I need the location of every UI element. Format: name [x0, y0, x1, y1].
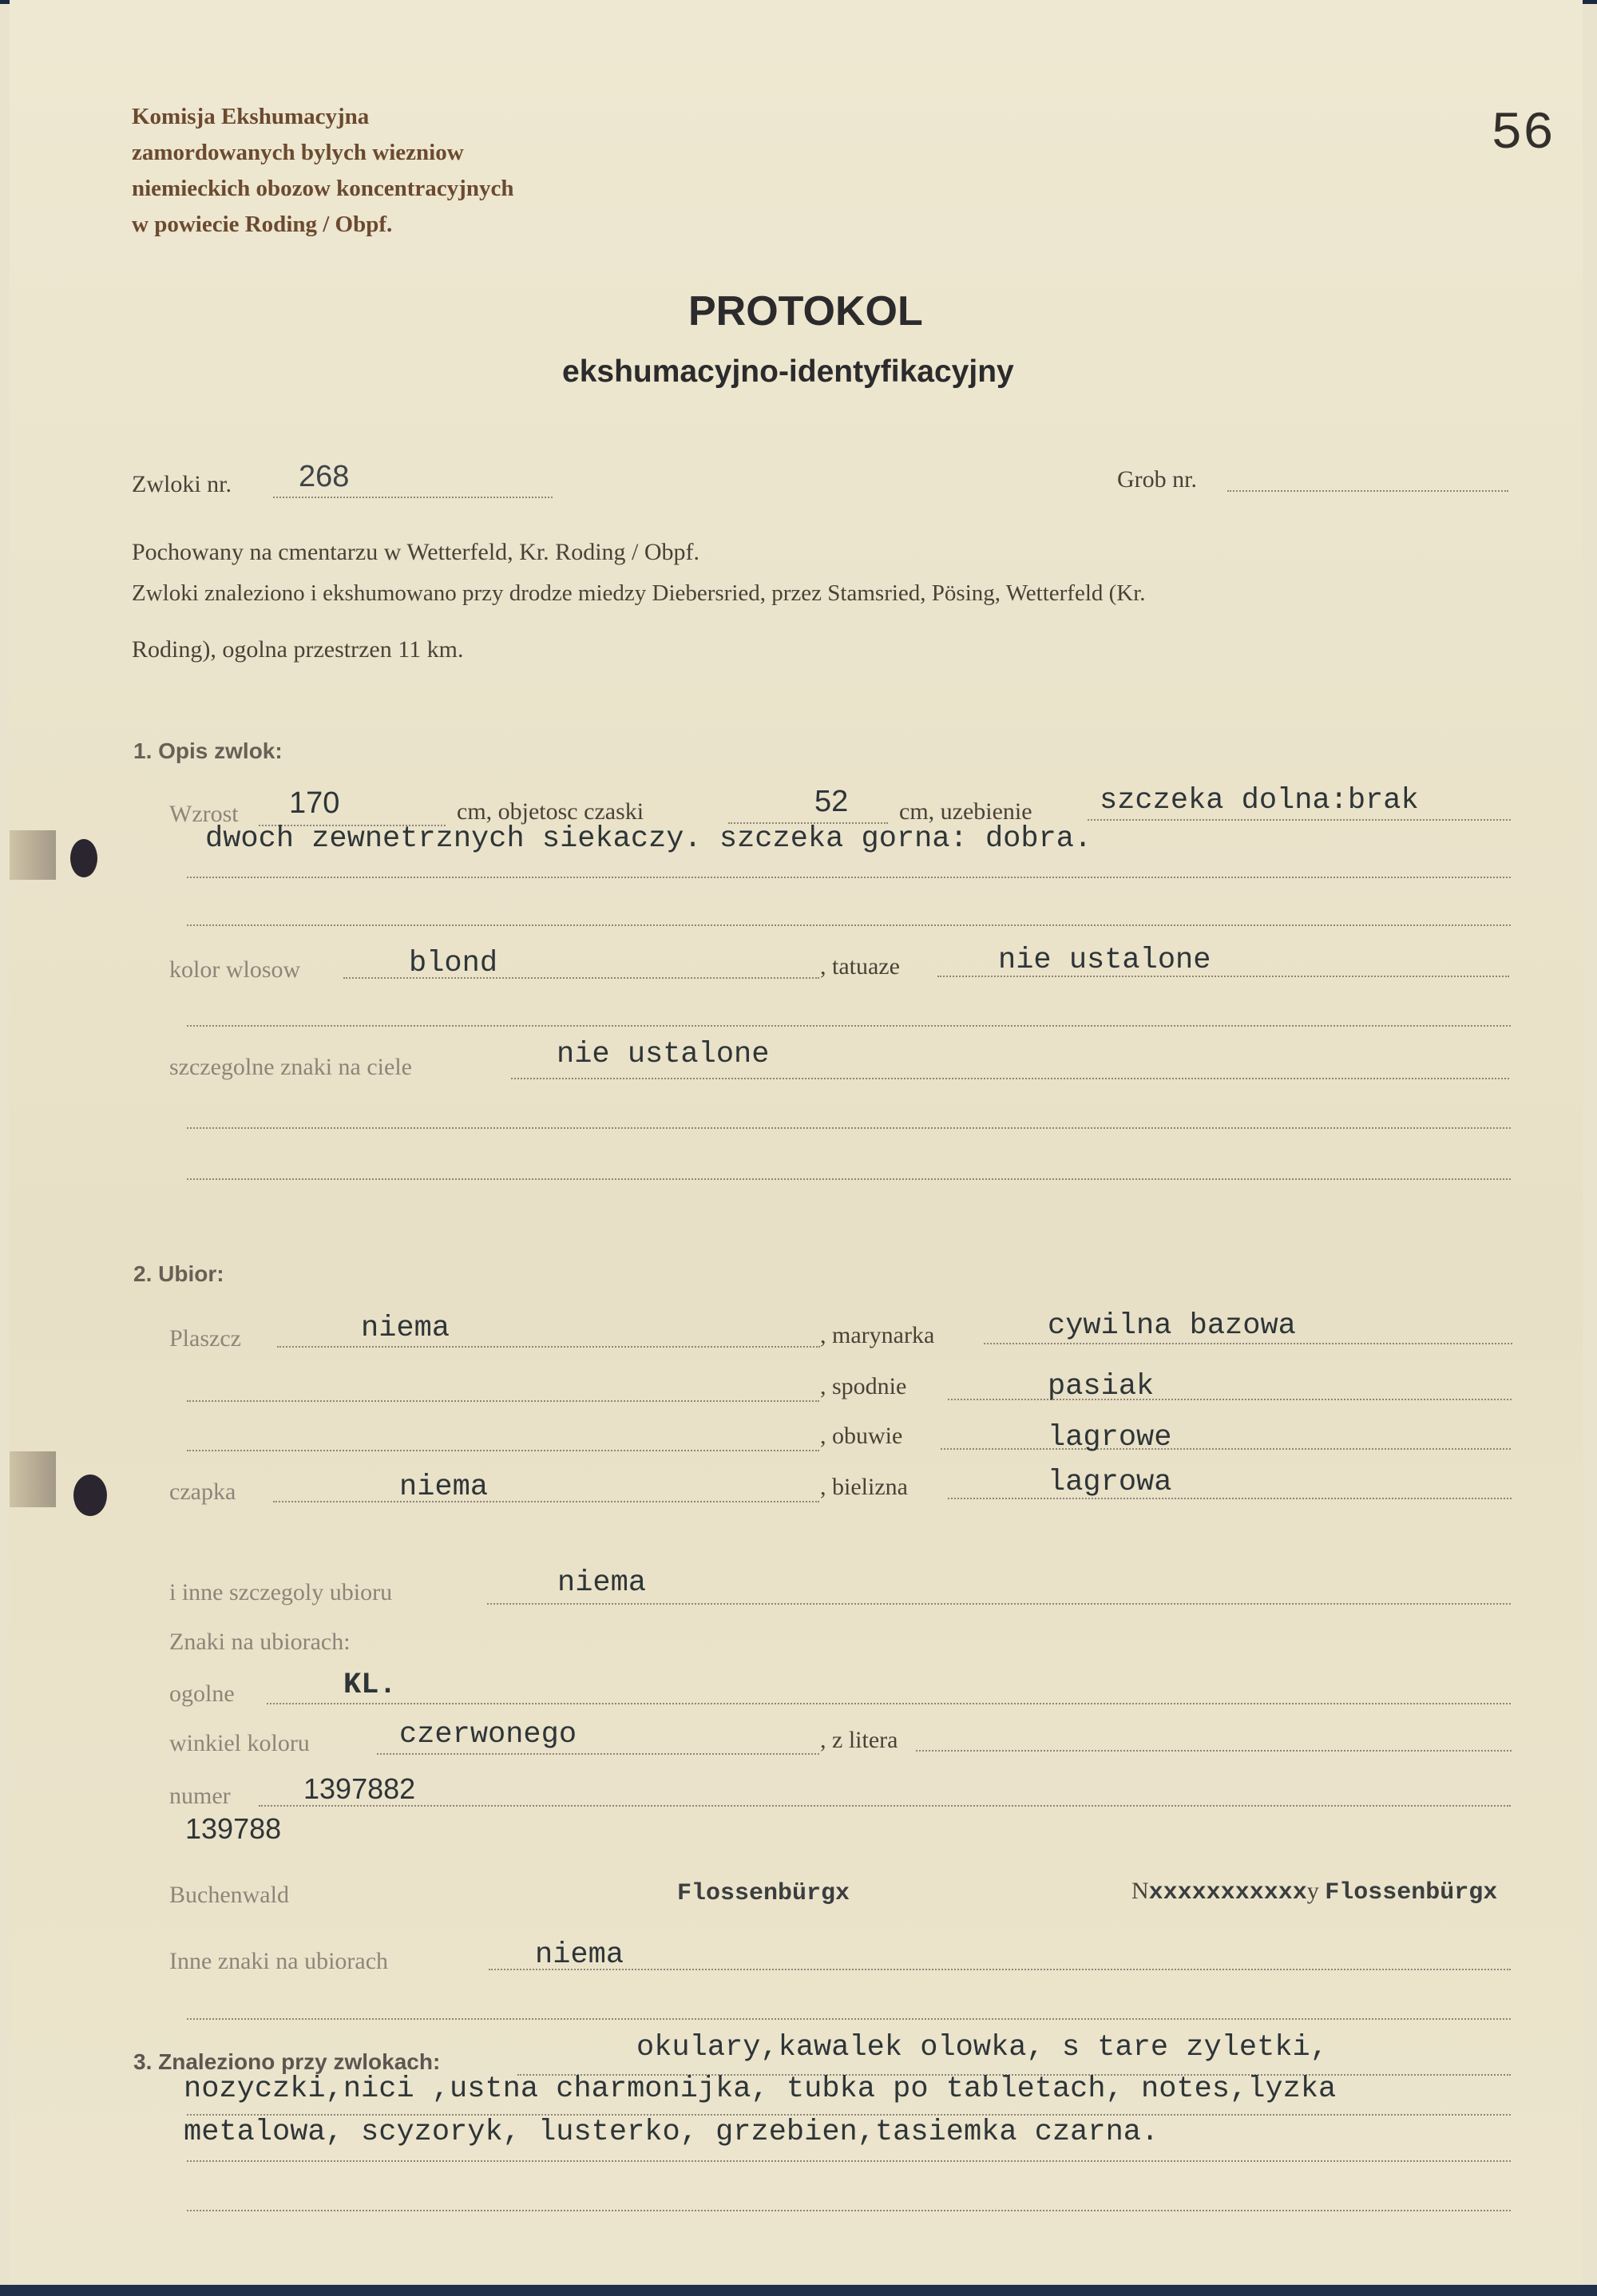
czapka-label: czapka [169, 1479, 236, 1505]
uzebienie-value: szczeka dolna:brak [1100, 784, 1419, 817]
kolor-value: blond [409, 947, 498, 980]
ogolne-label: ogolne [169, 1680, 235, 1707]
strike2-prefix: N [1131, 1878, 1149, 1904]
rule-line [187, 2018, 1511, 2020]
bottom-edge-strip [0, 2285, 1597, 2296]
obuwie-label: , obuwie [820, 1423, 903, 1449]
znaki-na-ubiorach-heading: Znaki na ubiorach: [169, 1629, 351, 1655]
obuwie-dots [941, 1448, 1511, 1450]
ogolne-value: KL. [343, 1669, 397, 1702]
kolor-label: kolor wlosow [169, 956, 301, 983]
znaki-value: nie ustalone [557, 1038, 770, 1071]
header-line-2: zamordowanych bylych wiezniow [132, 140, 464, 165]
struck-flossenburg: Flossenbürgx [677, 1880, 850, 1907]
zwloki-number: 268 [299, 460, 350, 493]
inne-szczegoly-value: niema [557, 1566, 647, 1600]
winkiel-dots [377, 1753, 819, 1755]
buchenwald-label: Buchenwald [169, 1882, 289, 1908]
marynarka-label: , marynarka [820, 1322, 935, 1348]
spodnie-value: pasiak [1048, 1370, 1155, 1403]
uzebienie-continued: dwoch zewnetrznych siekaczy. szczeka gorna: dobra. [205, 822, 1092, 856]
commission-header [132, 99, 513, 243]
rule-line [187, 1127, 1511, 1129]
strike2-end: Flossenbürgx [1325, 1879, 1498, 1906]
strike2-mid: xxxxxxxxxxx [1148, 1879, 1307, 1906]
document-subtitle: ekshumacyjno-identyfikacyjny [562, 354, 1014, 389]
punch-hole-shadow [10, 830, 56, 880]
znaki-dots [511, 1078, 1509, 1079]
czapka-dots [273, 1501, 819, 1502]
document-page [10, 0, 1583, 2283]
section-2-heading: 2. Ubior: [133, 1261, 224, 1286]
rule-line [187, 1178, 1511, 1180]
numer-dots [259, 1805, 1511, 1807]
rule-line [187, 1450, 819, 1451]
czaski-value: 52 [814, 785, 849, 818]
plaszcz-label: Plaszcz [169, 1325, 241, 1352]
found-items-line-3: metalowa, scyzoryk, lusterko, grzebien,tasiemka czarna. [184, 2116, 1159, 2149]
numer-label: numer [169, 1783, 231, 1809]
czaski-label: cm, objetosc czaski [457, 798, 644, 825]
marynarka-dots [984, 1343, 1512, 1344]
znaki-label: szczegolne znaki na ciele [169, 1054, 412, 1080]
inne-szczegoly-label: i inne szczegoly ubioru [169, 1579, 393, 1605]
rule-line [187, 2210, 1511, 2211]
header-line-3: niemieckich obozow koncentracyjnych [132, 176, 514, 201]
winkiel-label: winkiel koloru [169, 1730, 310, 1756]
rule-line [187, 1025, 1511, 1027]
plaszcz-value: niema [361, 1312, 450, 1345]
punch-hole-shadow [10, 1451, 56, 1507]
grob-dots [1227, 490, 1508, 492]
section-3-heading: 3. Znaleziono przy zwlokach: [133, 2049, 441, 2074]
czapka-value: niema [399, 1471, 489, 1504]
rule-line [187, 877, 1511, 878]
zwloki-label: Zwloki nr. [132, 471, 232, 497]
obuwie-value: lagrowe [1048, 1421, 1172, 1455]
page-number: 56 [1491, 104, 1555, 164]
strike2-y: y [1306, 1878, 1319, 1904]
found-items-line-2: nozyczki,nici ,ustna charmonijka, tubka po tabletach, notes,lyzka [184, 2072, 1337, 2106]
tatuaze-label: , tatuaze [820, 953, 900, 980]
header-line-4: w powiecie Roding / Obpf. [132, 212, 393, 237]
inne-szczegoly-dots [487, 1603, 1511, 1605]
bielizna-value: lagrowa [1048, 1466, 1172, 1499]
rule-line [187, 924, 1511, 926]
tatuaze-value: nie ustalone [998, 944, 1211, 977]
plaszcz-dots [277, 1346, 820, 1348]
punch-hole [70, 839, 97, 877]
section-1-heading: 1. Opis zwlok: [133, 738, 283, 763]
spodnie-label: , spodnie [820, 1373, 907, 1399]
bielizna-label: , bielizna [820, 1474, 908, 1500]
found-items-line-1: okulary,kawalek olowka, s tare zyletki, [636, 2031, 1328, 2064]
zwloki-dots [273, 497, 553, 498]
inne-znaki-label: Inne znaki na ubiorach [169, 1948, 389, 1974]
intro-line-2: Zwloki znaleziono i ekshumowano przy drodze miedzy Diebersried, przez Stamsried, Pösing, Wetterfeld (Kr. [132, 580, 1146, 606]
inne-znaki-value: niema [535, 1938, 624, 1972]
grob-label: Grob nr. [1117, 466, 1197, 493]
struck-camp-names [1131, 1878, 1497, 1906]
inne-znaki-dots [489, 1969, 1511, 1970]
wzrost-label: Wzrost [169, 801, 239, 827]
punch-hole [73, 1475, 107, 1516]
numer-corrected: 139788 [185, 1812, 282, 1845]
spodnie-dots [948, 1399, 1512, 1400]
intro-line-1: Pochowany na cmentarzu w Wetterfeld, Kr. Roding / Obpf. [132, 539, 700, 565]
numer-value: 1397882 [303, 1772, 416, 1805]
litera-label: , z litera [820, 1727, 898, 1753]
rule-line [187, 2160, 1511, 2162]
winkiel-value: czerwonego [399, 1718, 577, 1752]
intro-line-3: Roding), ogolna przestrzen 11 km. [132, 636, 464, 663]
litera-dots [916, 1750, 1512, 1752]
document-title: PROTOKOL [688, 288, 923, 335]
marynarka-value: cywilna bazowa [1048, 1309, 1296, 1343]
rule-line [187, 1400, 819, 1402]
uzebienie-label: cm, uzebienie [899, 798, 1032, 825]
ogolne-dots [267, 1703, 1511, 1704]
wzrost-value: 170 [289, 786, 340, 820]
header-line-1: Komisja Ekshumacyjna [132, 104, 370, 129]
bielizna-dots [948, 1498, 1512, 1499]
uzebienie-dots [1088, 819, 1511, 821]
